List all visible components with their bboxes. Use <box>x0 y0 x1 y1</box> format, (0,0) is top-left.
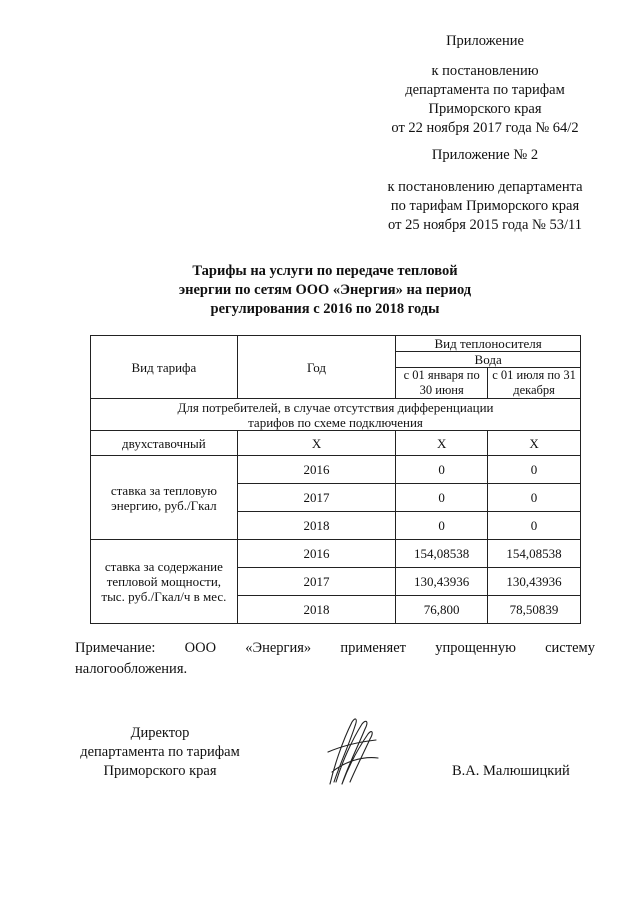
two-part-year: X <box>237 431 395 456</box>
table-row-value-1: 154,08538 <box>396 540 488 568</box>
table-row-value-2: 0 <box>488 484 581 512</box>
annex-line: Приморского края <box>428 101 542 117</box>
note-word: систему <box>545 640 595 656</box>
two-part-value-2: X <box>488 431 581 456</box>
annex-line: к постановлению <box>431 63 539 79</box>
header-period-1: с 01 января по 30 июня <box>396 368 488 399</box>
title-line: энергии по сетям ООО «Энергия» на период <box>178 282 472 298</box>
annex2-reference <box>360 178 610 235</box>
table-row-year: 2018 <box>237 512 395 540</box>
note-word: Примечание: <box>75 640 156 656</box>
title-line: регулирования с 2016 по 2018 годы <box>210 301 440 317</box>
header-period-2: с 01 июля по 31 декабря <box>488 368 581 399</box>
annex2-line: от 25 ноября 2015 года № 53/11 <box>388 217 582 233</box>
annex-reference <box>360 62 610 138</box>
table-row-year: 2018 <box>237 596 395 624</box>
table-row-value-2: 78,50839 <box>488 596 581 624</box>
table-row-year: 2017 <box>237 568 395 596</box>
note-line-1 <box>75 638 595 659</box>
table-row-value-1: 130,43936 <box>396 568 488 596</box>
note-word: «Энергия» <box>245 640 312 656</box>
table-row-value-1: 0 <box>396 456 488 484</box>
table-row-value-2: 0 <box>488 512 581 540</box>
annex-line: департамента по тарифам <box>405 82 565 98</box>
annex-title: Приложение <box>446 33 524 49</box>
section-row: Для потребителей, в случае отсутствия дифференциации тарифов по схеме подключения <box>91 399 581 431</box>
annex-line: от 22 ноября 2017 года № 64/2 <box>391 120 579 136</box>
document-title <box>150 262 500 319</box>
note-line-2: налогообложения. <box>75 661 188 677</box>
handwritten-signature <box>322 712 382 792</box>
position-line: Приморского края <box>103 763 217 779</box>
table-row-value-2: 154,08538 <box>488 540 581 568</box>
annex2-line: к постановлению департамента <box>387 179 583 195</box>
annex2-title: Приложение № 2 <box>431 147 539 163</box>
note-word: ООО <box>184 640 217 656</box>
note-word: упрощенную <box>435 640 516 656</box>
position-line: Директор <box>130 725 190 741</box>
table-row-value-2: 0 <box>488 456 581 484</box>
capacity-rate-label: ставка за содержание тепловой мощности, тыс. руб./Гкал/ч в мес. <box>91 540 238 624</box>
table-row-value-1: 0 <box>396 512 488 540</box>
two-part-label: двухставочный <box>91 431 238 456</box>
table-row-value-1: 76,800 <box>396 596 488 624</box>
signatory-name: В.А. Малюшицкий <box>452 763 570 779</box>
header-heat-carrier: Вид теплоносителя <box>396 336 581 352</box>
position-line: департамента по тарифам <box>80 744 240 760</box>
annex2-line: по тарифам Приморского края <box>390 198 580 214</box>
header-water: Вода <box>396 352 581 368</box>
note-word: применяет <box>340 640 406 656</box>
note <box>75 638 595 680</box>
two-part-value-1: X <box>396 431 488 456</box>
header-year: Год <box>237 336 395 399</box>
table-row-year: 2016 <box>237 456 395 484</box>
tariff-table <box>90 335 581 624</box>
header-tariff-type: Вид тарифа <box>91 336 238 399</box>
table-row-year: 2016 <box>237 540 395 568</box>
table-row-year: 2017 <box>237 484 395 512</box>
table-row-value-2: 130,43936 <box>488 568 581 596</box>
energy-rate-label: ставка за тепловую энергию, руб./Гкал <box>91 456 238 540</box>
table-row-value-1: 0 <box>396 484 488 512</box>
title-line: Тарифы на услуги по передаче тепловой <box>192 263 458 279</box>
signatory-position <box>65 724 255 781</box>
